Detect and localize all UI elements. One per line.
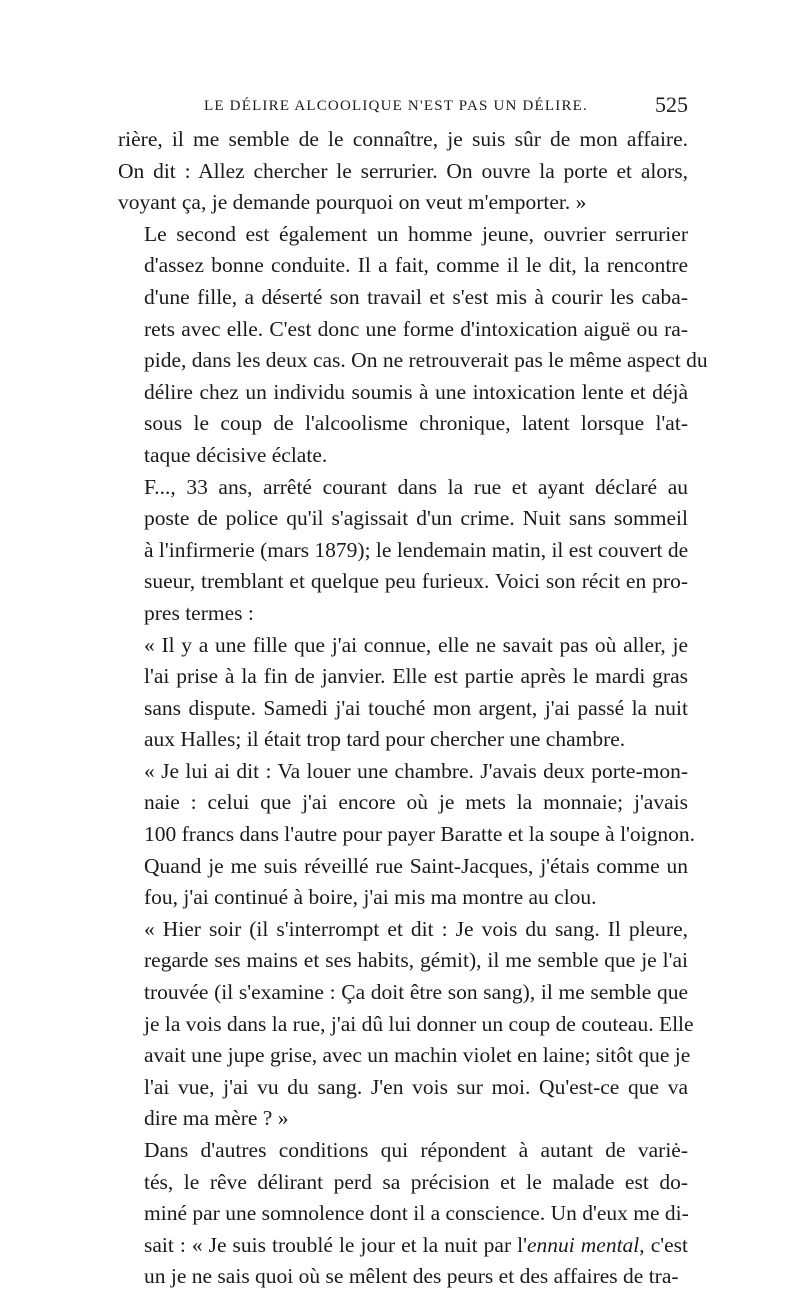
text-line: aux Halles; il était trop tard pour chercher une chambre.	[144, 727, 626, 752]
paragraph-3	[118, 472, 688, 630]
text-line: fou, j'ai continué à boire, j'ai mis ma montre au clou.	[144, 885, 597, 910]
text-line: poste de police qu'il s'agissait d'un crime. Nuit sans sommeil	[144, 506, 688, 531]
text-line: d'une fille, a déserté son travail et s'est mis à courir les caba-	[144, 284, 688, 309]
paragraph-6	[118, 914, 694, 1135]
text-line: taque décisive éclate.	[144, 442, 328, 467]
text-span: sait : « Je suis troublé le jour et la nuit par l'	[144, 1232, 527, 1257]
text-line: avait une jupe grise, avec un machin violet en laine; sitôt que je	[144, 1043, 691, 1068]
text-line: Dans d'autres conditions qui répondent à autant de variė-	[144, 1138, 688, 1162]
text-line: 100 francs dans l'autre pour payer Baratte et la soupe à l'oignon.	[144, 822, 696, 847]
text-line: « Il y a une fille que j'ai connue, elle ne savait pas où aller, je	[144, 632, 688, 657]
paragraph-4	[118, 630, 688, 756]
text-line: F..., 33 ans, arrêté courant dans la rue et ayant déclaré au	[144, 474, 688, 499]
text-line: l'ai prise à la fin de janvier. Elle est partie après le mardi gras	[144, 664, 688, 689]
text-line: trouvée (il s'examine : Ça doit être son sang), il me semble que	[144, 980, 688, 1005]
italic-phrase: ennui mental	[526, 1232, 640, 1257]
text-line: je la vois dans la rue, j'ai dû lui donner un coup de couteau. Elle	[144, 1011, 694, 1036]
running-head: LE DÉLIRE ALCOOLIQUE N'EST PAS UN DÉLIRE.	[204, 98, 588, 114]
text-line: tés, le rêve délirant perd sa précision et le malade est do-	[144, 1169, 688, 1194]
text-line: un je ne sais quoi où se mêlent des peurs et des affaires de tra-	[144, 1264, 679, 1289]
text-line: rets avec elle. C'est donc une forme d'intoxication aiguë ou ra-	[144, 316, 688, 341]
text-line: regarde ses mains et ses habits, gémit), il me semble que je l'ai	[144, 948, 688, 973]
text-line: sans dispute. Samedi j'ai touché mon argent, j'ai passé la nuit	[144, 695, 688, 720]
text-line: Le second est également un homme jeune, ouvrier serrurier	[144, 221, 688, 246]
text-line: rière, il me semble de le connaître, je suis sûr de mon affaire.	[118, 127, 688, 151]
text-line: pide, dans les deux cas. On ne retrouverait pas le même aspect du	[144, 348, 708, 373]
text-line: sous le coup de l'alcoolisme chronique, latent lorsque l'at-	[144, 411, 688, 436]
text-line: miné par une somnolence dont il a conscience. Un d'eux me di-	[144, 1201, 689, 1226]
text-line: délire chez un individu soumis à une intoxication lente et déjà	[144, 379, 688, 404]
text-line: voyant ça, je demande pourquoi on veut m'emporter. »	[118, 190, 587, 215]
text-line: pres termes :	[144, 600, 254, 625]
page-header	[118, 92, 688, 122]
body-text	[118, 124, 708, 1293]
text-line: « Hier soir (il s'interrompt et dit : Je vois du sang. Il pleure,	[144, 916, 688, 941]
paragraph-7	[118, 1135, 688, 1293]
text-line: naie : celui que j'ai encore où je mets la monnaie; j'avais	[144, 790, 688, 815]
text-line: l'ai vue, j'ai vu du sang. J'en vois sur moi. Qu'est-ce que va	[144, 1074, 688, 1099]
text-line-with-italic	[118, 1230, 688, 1262]
text-line: à l'infirmerie (mars 1879); le lendemain matin, il est couvert de	[144, 537, 689, 562]
paragraph-2	[118, 219, 708, 472]
text-line: Quand je me suis réveillé rue Saint-Jacques, j'étais comme un	[144, 853, 688, 878]
text-line: On dit : Allez chercher le serrurier. On ouvre la porte et alors,	[118, 158, 688, 183]
text-line: dire ma mère ? »	[144, 1106, 289, 1131]
text-line: d'assez bonne conduite. Il a fait, comme il le dit, la rencontre	[144, 253, 688, 278]
paragraph-1	[118, 124, 688, 219]
text-span: , c'est	[639, 1232, 688, 1257]
text-line: sueur, tremblant et quelque peu furieux. Voici son récit en pro-	[144, 569, 688, 594]
text-line: « Je lui ai dit : Va louer une chambre. J'avais deux porte-mon-	[144, 758, 688, 783]
paragraph-5	[118, 756, 696, 914]
page-number: 525	[655, 92, 688, 117]
